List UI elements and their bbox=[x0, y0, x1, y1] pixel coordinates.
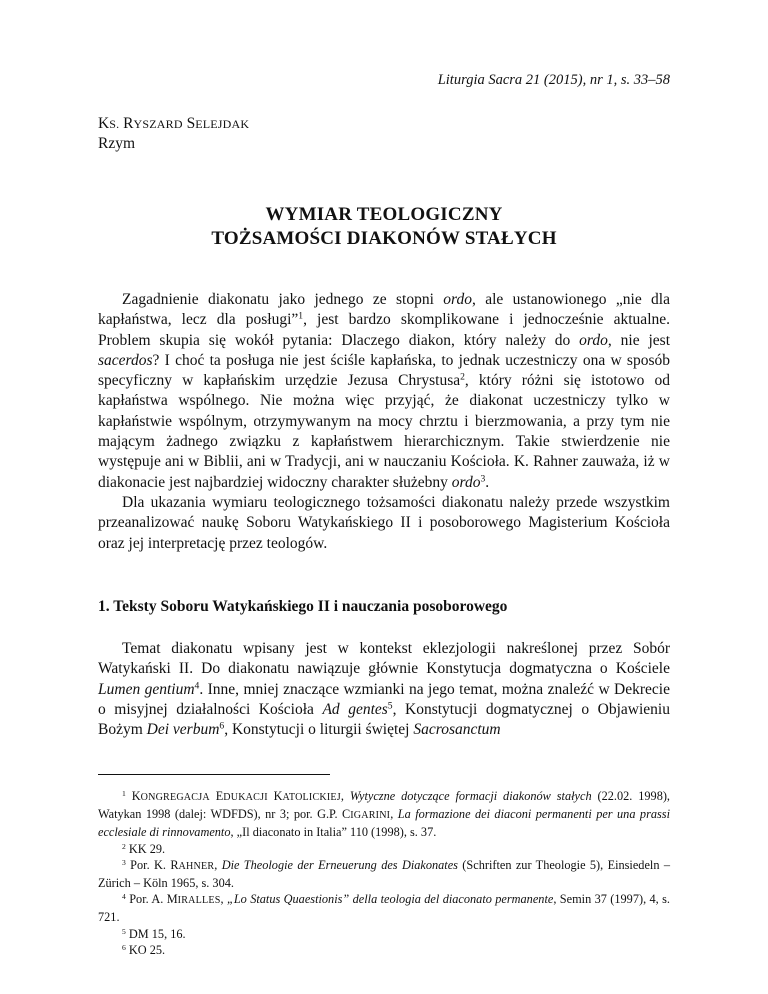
footnote-ref[interactable]: 1 bbox=[298, 311, 304, 323]
intro-paragraph-1: Zagadnienie diakonatu jako jednego ze stopni ordo, ale ustanowionego „nie dla kapłaństwa, lecz dla posługi”$^1$, jest bardzo skomplikowane i jednocześnie aktualne. Problem skupia się wokół pytania: Dlaczego diakon, który należy do ordo, nie jest sacerdos? I choć ta posługa nie jest ściśle kapłańska, to jednak uczestniczy ona w sposób specyficzny w kapłańskim urzędzie Jezusa Chrystusa$^2$, który różni się istotowo od kapłaństwa wspólnego. Nie można więc przyjąć, że diakonat uczestniczy tylko w kapłaństwie wspólnym, otrzymywanym na mocy chrztu i bierzmowania, a przy tym nie mającym żadnego związku z kapłaństwem hierarchicznym. Takie stwierdzenie nie występuje ani w Biblii, ani w Tradycji, ani w nauczaniu Kościoła. K. Rahner zauważa, iż w diakonacie jest najbardziej widoczny charakter służebny ordo$^3$. bbox=[98, 291, 671, 491]
footnotes bbox=[98, 788, 670, 958]
title-line-2: TOŻSAMOŚCI DIAKONÓW STAŁYCH bbox=[211, 228, 557, 249]
section-1-paragraph-1: Temat diakonatu wpisany jest w kontekst eklezjologii nakreślonej przez Sobór Watykański II. Do diakonatu nawiązuje głównie Konstytucja dogmatyczna o Kościele Lumen gentium$^4$. Inne, mniej znaczące wzmianki na jego temat, można znaleźć w Dekrecie o misyjnej działalności Kościoła Ad gentes$^5$, Konstytucji dogmatycznej o Objawieniu Bożym Dei verbum$^6$, Konstytucji o liturgii świętej Sacrosanctum bbox=[98, 640, 670, 739]
section-1-body bbox=[98, 639, 670, 740]
footnote-6: $^6$ KO 25. bbox=[122, 942, 166, 957]
author-block bbox=[98, 114, 249, 154]
footnote-1: $^1$ KONGREGACJA EDUKACJI KATOLICKIEJ, Wytyczne dotyczące formacji diakonów stałych (22.02. 1998), Watykan 1998 (dalej: WDFDS), nr 3; por. G.P. CIGARINI, La formazione dei diaconi permanenti per una prassi ecclesiale di rinnovamento, „Il diaconato in Italia” 110 (1998), s. 37. bbox=[98, 788, 671, 840]
footnote-ref[interactable]: 4 bbox=[194, 680, 200, 692]
section-heading: 1. Teksty Soboru Watykańskiego II i nauczania posoborowego bbox=[98, 598, 508, 615]
footnote-2: $^2$ KK 29. bbox=[122, 841, 166, 856]
footnote-ref[interactable]: 3 bbox=[480, 473, 486, 485]
author-name: KS. RYSZARD SELEJDAK bbox=[98, 115, 250, 132]
footnote-3: $^3$ Por. K. RAHNER, Die Theologie der Erneuerung des Diakonates (Schriften zur Theologie 5), Einsiedeln – Zürich – Köln 1965, s. 304. bbox=[98, 857, 670, 891]
footnote-ref[interactable]: 5 bbox=[387, 700, 393, 712]
footnote-ref[interactable]: 6 bbox=[219, 720, 225, 732]
intro-paragraph-2: Dla ukazania wymiaru teologicznego tożsamości diakonatu należy przede wszystkim przeanalizować naukę Soboru Watykańskiego II i posoborowego Magisterium Kościoła oraz jej interpretację przez teologów. bbox=[98, 493, 670, 552]
footnote-ref[interactable]: 2 bbox=[460, 371, 465, 383]
introduction bbox=[98, 290, 670, 554]
title-line-1: WYMIAR TEOLOGICZNY bbox=[265, 204, 503, 225]
footnote-5: $^5$ DM 15, 16. bbox=[122, 926, 186, 941]
running-header bbox=[98, 72, 670, 89]
footnote-divider bbox=[98, 774, 330, 775]
author-location: Rzym bbox=[98, 135, 136, 152]
article-title bbox=[98, 203, 670, 251]
footnote-4: $^4$ Por. A. MIRALLES, „Lo Status Quaestionis” della teologia del diaconato permanente, Semin 37 (1997), 4, s. 721. bbox=[98, 892, 670, 925]
citation: Liturgia Sacra 21 (2015), nr 1, s. 33–58 bbox=[437, 72, 670, 88]
